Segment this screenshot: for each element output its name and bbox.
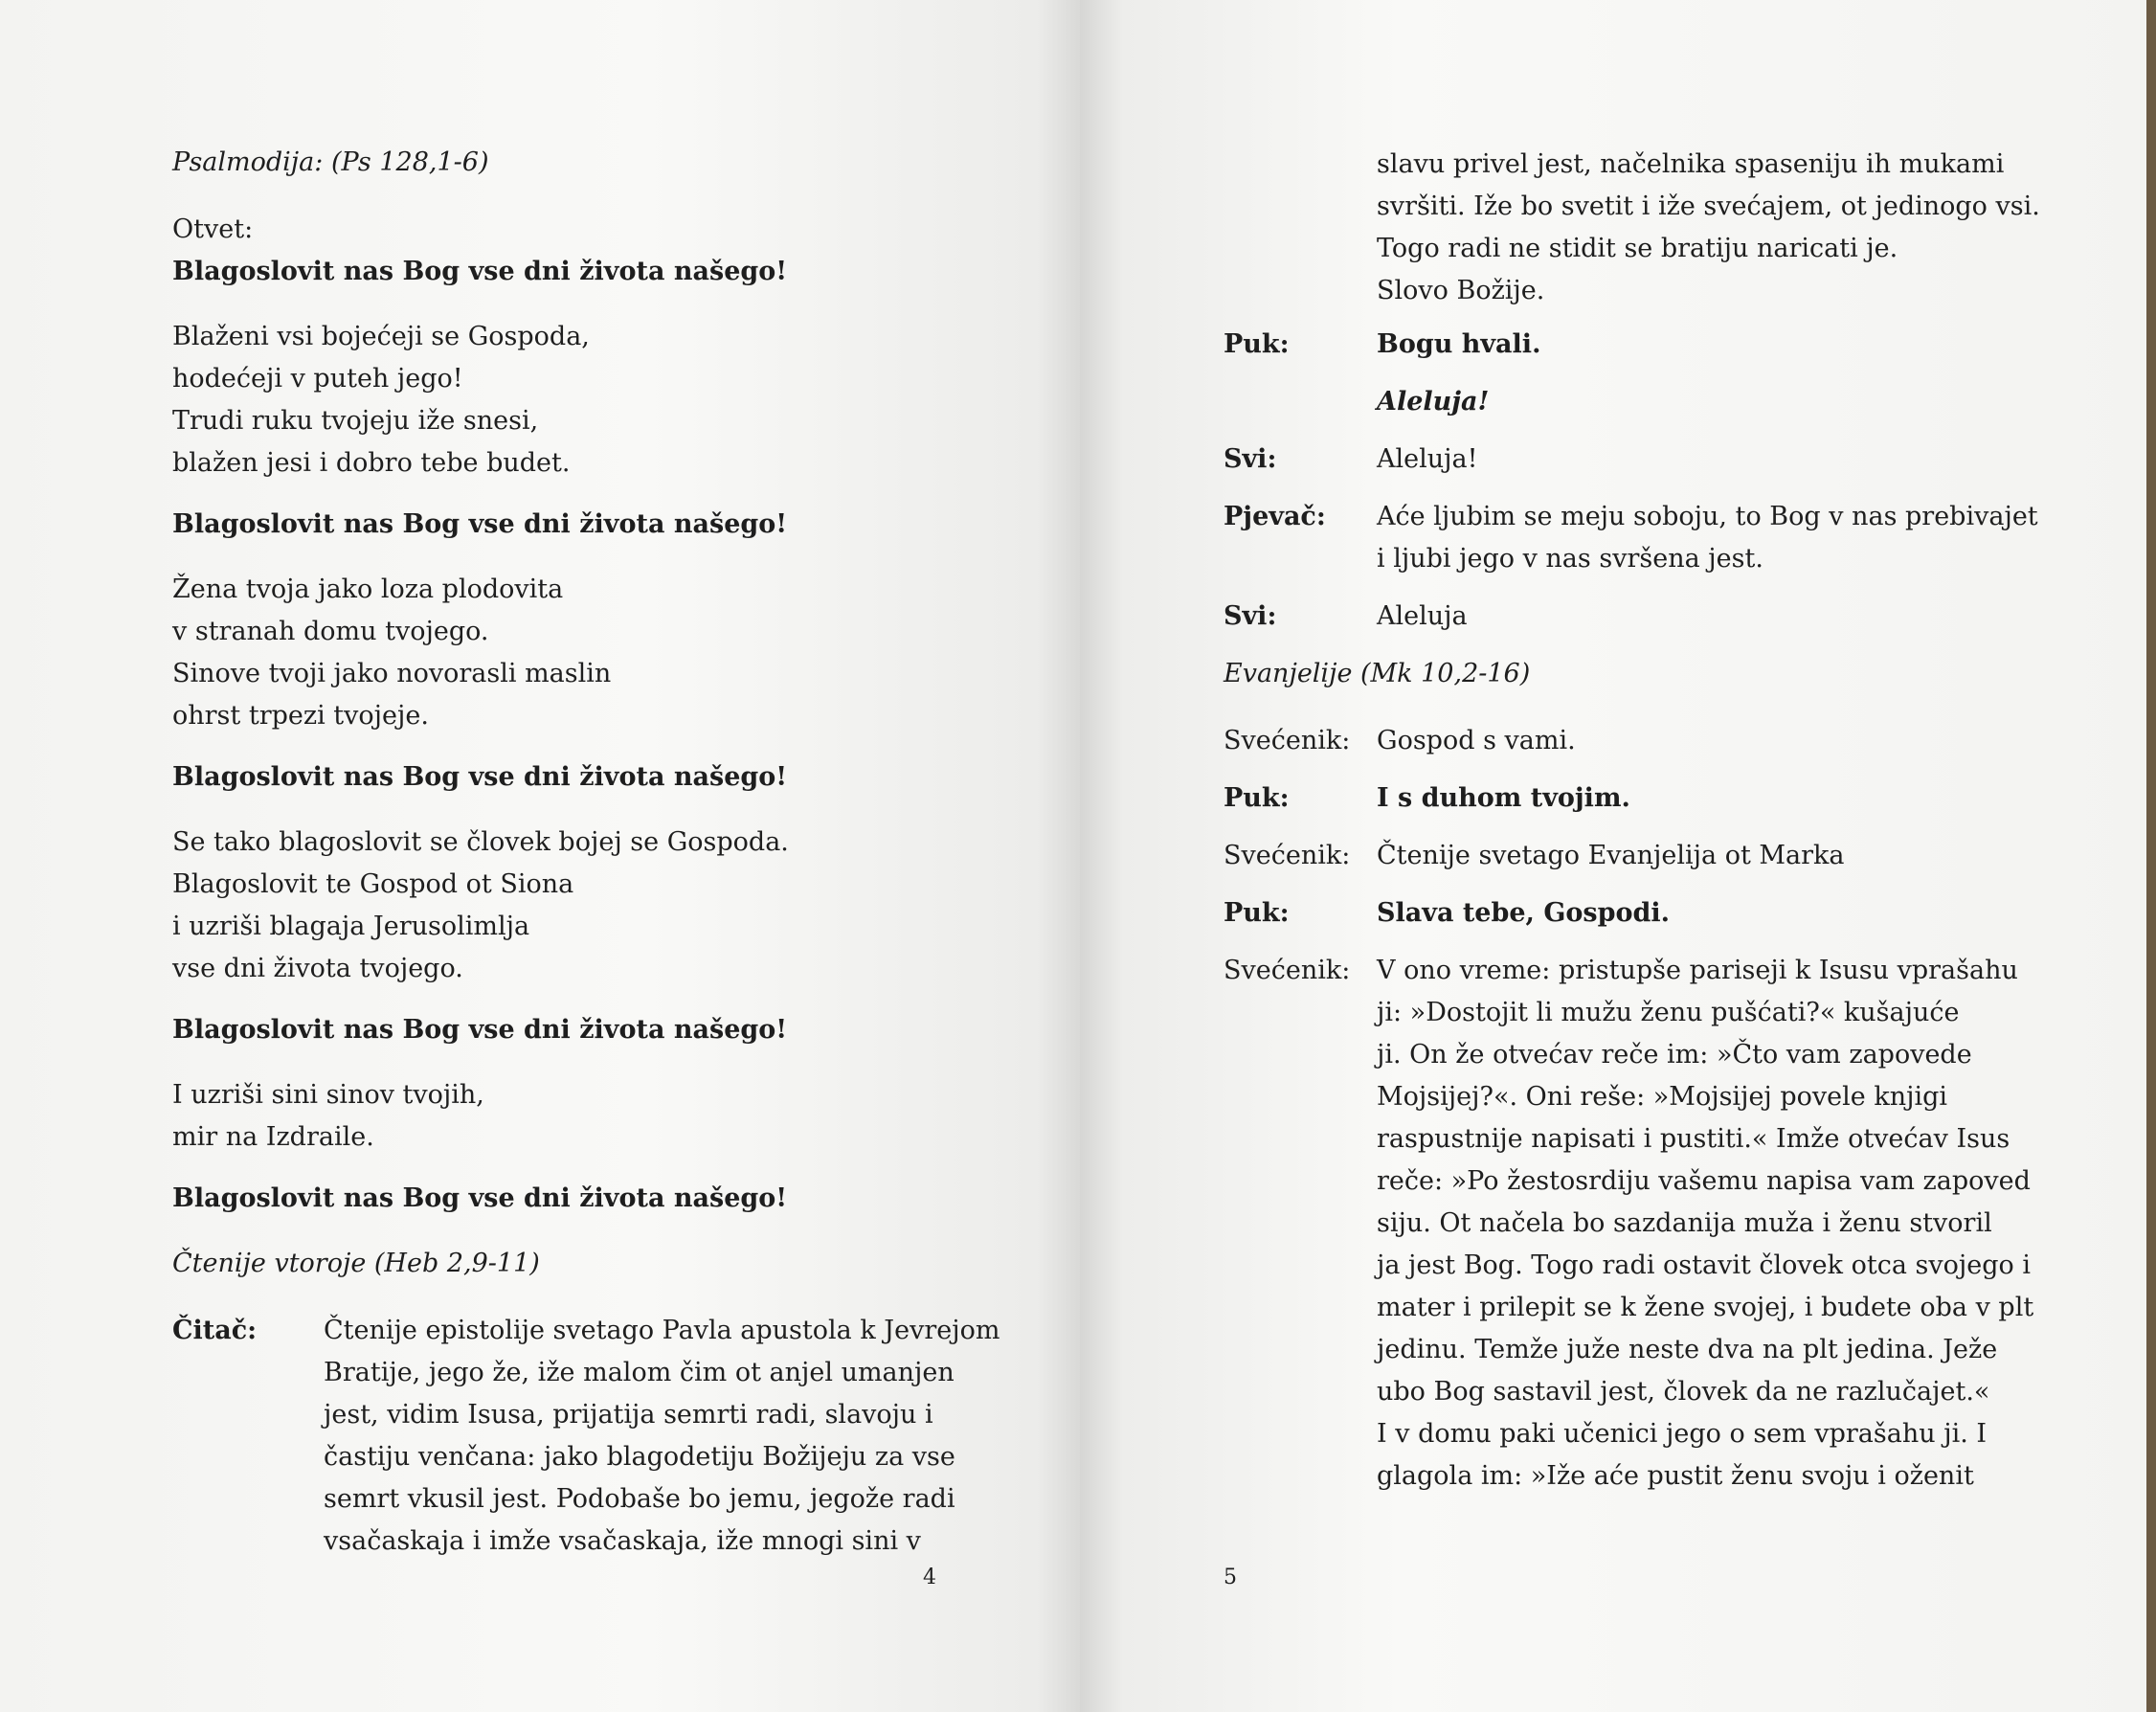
dialogue-text: I s duhom tvojim. bbox=[1377, 783, 1630, 813]
dialogue-row bbox=[1224, 777, 2114, 820]
speaker-label: Pjevač: bbox=[1224, 502, 1326, 531]
dialogue-row bbox=[1224, 496, 2114, 580]
psalm-stanza bbox=[172, 316, 967, 484]
dialogue-block-2 bbox=[1224, 720, 2114, 935]
dialogue-row bbox=[1224, 381, 2114, 423]
reading-line: semrt vkusil jest. Podobaše bo jemu, jegože radi bbox=[324, 1484, 955, 1514]
dialogue-block-1 bbox=[1224, 324, 2114, 638]
gospel-line: mater i prilepit se k žene svojej, i budete oba v plt bbox=[1377, 1293, 2034, 1322]
otvet-label: Otvet: bbox=[172, 214, 254, 244]
dialogue-text: Bogu hvali. bbox=[1377, 329, 1541, 359]
psalm-stanza bbox=[172, 1074, 967, 1159]
gospel-line: siju. Ot načela bo sazdanija muža i ženu stvoril bbox=[1377, 1208, 1992, 1238]
reading-line: častiju venčana: jako blagodetiju Božijeju za vse bbox=[324, 1442, 955, 1472]
reading-speaker: Čitač: bbox=[172, 1316, 258, 1345]
refrain: Blagoslovit nas Bog vse dni života našego! bbox=[172, 1015, 788, 1045]
psalm-stanza bbox=[172, 822, 967, 990]
gospel-line: ji. On že otvećav reče im: »Čto vam zapovede bbox=[1377, 1040, 1972, 1070]
verse-line: blažen jesi i dobro tebe budet. bbox=[172, 448, 571, 478]
epistle-continuation bbox=[1377, 144, 2114, 312]
psalm-body bbox=[172, 316, 967, 1220]
speaker-label: Svi: bbox=[1224, 444, 1277, 474]
psalm-heading: Psalmodija: (Ps 128,1-6) bbox=[172, 147, 489, 177]
right-page bbox=[1080, 0, 2146, 1712]
verse-line: Se tako blagoslovit se človek bojej se Gospoda. bbox=[172, 827, 789, 857]
psalm-stanza bbox=[172, 569, 967, 737]
reading-line: jest, vidim Isusa, prijatija semrti radi, slavoju i bbox=[324, 1400, 933, 1430]
dialogue-row bbox=[1224, 596, 2114, 638]
reading-line: Bratije, jego že, iže malom čim ot anjel umanjen bbox=[324, 1358, 954, 1387]
gospel-line: ubo Bog sastavil jest, človek da ne razlučajet.« bbox=[1377, 1377, 1990, 1407]
refrain: Blagoslovit nas Bog vse dni života našego! bbox=[172, 1183, 788, 1213]
reading-line: vsačaskaja i imže vsačaskaja, iže mnogi sini v bbox=[324, 1526, 921, 1556]
verse-line: ohrst trpezi tvojeje. bbox=[172, 701, 429, 731]
speaker-label: Puk: bbox=[1224, 898, 1290, 928]
page-number-right: 5 bbox=[1224, 1566, 1237, 1589]
dialogue-text: Čtenije svetago Evanjelija ot Marka bbox=[1377, 841, 1845, 870]
epistle-line: Slovo Božije. bbox=[1377, 276, 1545, 305]
epistle-line: slavu privel jest, načelnika spaseniju ih mukami bbox=[1377, 149, 2005, 179]
gospel-line: jedinu. Temže juže neste dva na plt jedina. Ježe bbox=[1377, 1335, 1998, 1364]
gospel-line: reče: »Po žestosrdiju vašemu napisa vam zapoved bbox=[1377, 1166, 2031, 1196]
speaker-label bbox=[1224, 381, 1377, 423]
dialogue-row bbox=[1224, 324, 2114, 366]
verse-line: hodećeji v puteh jego! bbox=[172, 364, 463, 394]
speaker-label: Puk: bbox=[1224, 783, 1290, 813]
dialogue-text: Aleluja bbox=[1377, 601, 1468, 631]
epistle-line: svršiti. Iže bo svetit i iže svećajem, ot jedinogo vsi. bbox=[1377, 191, 2040, 221]
gospel-row bbox=[1224, 950, 2114, 1498]
verse-line: Sinove tvoji jako novorasli maslin bbox=[172, 659, 612, 688]
gospel-line: raspustnije napisati i pustiti.« Imže otvećav Isus bbox=[1377, 1124, 2010, 1154]
gospel-speaker: Svećenik: bbox=[1224, 956, 1351, 985]
right-column bbox=[1224, 144, 2114, 1513]
gospel-line: Mojsijej?«. Oni reše: »Mojsijej povele knjigi bbox=[1377, 1082, 1948, 1112]
verse-line: Blagoslovit te Gospod ot Siona bbox=[172, 869, 574, 899]
gospel-text bbox=[1377, 950, 2114, 1498]
verse-line: Žena tvoja jako loza plodovita bbox=[172, 574, 564, 604]
page-number-left: 4 bbox=[923, 1566, 936, 1589]
gospel-line: I v domu paki učenici jego o sem vprašahu ji. I bbox=[1377, 1419, 1988, 1449]
reading-line: Čtenije epistolije svetago Pavla apustola k Jevrejom bbox=[324, 1316, 1000, 1345]
left-column bbox=[172, 142, 1000, 1578]
dialogue-text: Gospod s vami. bbox=[1377, 726, 1576, 755]
speaker-label: Svi: bbox=[1224, 601, 1277, 631]
dialogue-text: Aleluja! bbox=[1377, 387, 1490, 417]
verse-line: I uzriši sini sinov tvojih, bbox=[172, 1080, 484, 1110]
verse-line: Trudi ruku tvojeju iže snesi, bbox=[172, 406, 539, 436]
dialogue-row bbox=[1224, 835, 2114, 877]
gospel-line: V ono vreme: pristupše pariseji k Isusu vprašahu bbox=[1377, 956, 2018, 985]
dialogue-text: Aće ljubim se meju soboju, to Bog v nas prebivajet i ljubi jego v nas svršena jest. bbox=[1377, 502, 2038, 574]
dialogue-row bbox=[1224, 439, 2114, 481]
gospel-line: ja jest Bog. Togo radi ostavit človek otca svojego i bbox=[1377, 1250, 2031, 1280]
gospel-line: glagola im: »Iže aće pustit ženu svoju i oženit bbox=[1377, 1461, 1974, 1491]
speaker-label: Svećenik: bbox=[1224, 726, 1351, 755]
speaker-label: Puk: bbox=[1224, 329, 1290, 359]
reading-heading: Čtenije vtoroje (Heb 2,9-11) bbox=[172, 1249, 540, 1278]
refrain: Blagoslovit nas Bog vse dni života našego! bbox=[172, 762, 788, 792]
dialogue-text: Slava tebe, Gospodi. bbox=[1377, 898, 1671, 928]
reading-row bbox=[172, 1310, 1000, 1563]
verse-line: v stranah domu tvojego. bbox=[172, 617, 489, 646]
gospel-heading: Evanjelije (Mk 10,2-16) bbox=[1224, 659, 1531, 688]
verse-line: Blaženi vsi bojećeji se Gospoda, bbox=[172, 322, 590, 351]
gospel-line: ji: »Dostojit li mužu ženu pušćati?« kušajuće bbox=[1377, 998, 1960, 1027]
speaker-label: Svećenik: bbox=[1224, 841, 1351, 870]
verse-line: vse dni života tvojego. bbox=[172, 954, 463, 983]
verse-line: mir na Izdraile. bbox=[172, 1122, 374, 1152]
reading-text bbox=[324, 1310, 999, 1563]
refrain: Blagoslovit nas Bog vse dni života našego! bbox=[172, 509, 788, 539]
epistle-line: Togo radi ne stidit se bratiju naricati je. bbox=[1377, 234, 1898, 263]
dialogue-row bbox=[1224, 892, 2114, 935]
dialogue-row bbox=[1224, 720, 2114, 762]
dialogue-text: Aleluja! bbox=[1377, 444, 1478, 474]
refrain: Blagoslovit nas Bog vse dni života našego! bbox=[172, 257, 788, 286]
verse-line: i uzriši blagaja Jerusolimlja bbox=[172, 912, 530, 941]
